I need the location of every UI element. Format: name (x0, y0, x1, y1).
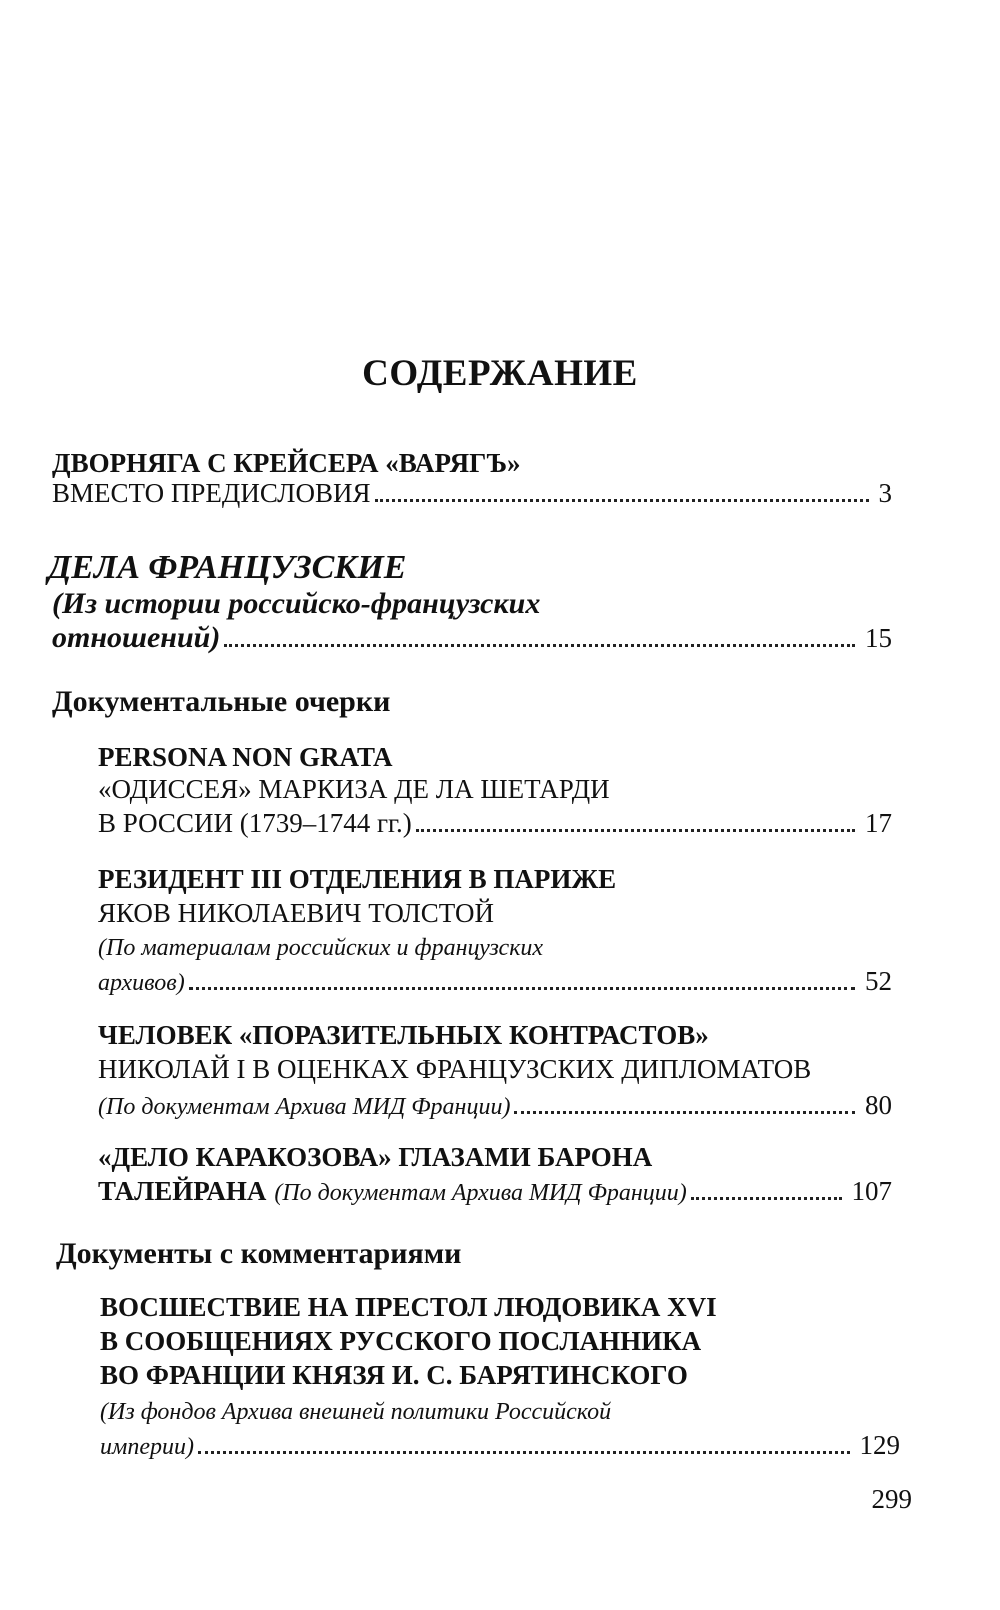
dot-leader (691, 1197, 842, 1200)
toc-entry-6-title: «ДЕЛО КАРАКОЗОВА» ГЛАЗАМИ БАРОНА (98, 1142, 653, 1172)
toc-entry-6-note: (По документам Архива МИД Франции) (274, 1180, 687, 1206)
dot-leader (514, 1111, 855, 1114)
toc-entry-2-page: 15 (865, 623, 892, 653)
toc-entry-4-note: (По материалам российских и французских (98, 935, 544, 961)
toc-entry-7-title-1: ВОСШЕСТВИЕ НА ПРЕСТОЛ ЛЮДОВИКА XVI (100, 1292, 717, 1322)
toc-entry-1-page: 3 (878, 478, 892, 508)
toc-entry-6[interactable] (98, 1174, 892, 1209)
toc-entry-5-note: (По документам Архива МИД Франции) (98, 1094, 511, 1120)
toc-entry-2-subtitle: (Из истории российско-французских (52, 587, 541, 620)
toc-entry-2-title: ДЕЛА ФРАНЦУЗСКИЕ (48, 549, 407, 586)
toc-entry-3-title: PERSONA NON GRATA (98, 742, 393, 772)
section-heading-documentary-essays: Документальные очерки (52, 685, 391, 718)
toc-entry-4-title: РЕЗИДЕНТ III ОТДЕЛЕНИЯ В ПАРИЖЕ (98, 864, 617, 894)
toc-entry-5-page: 80 (865, 1090, 892, 1120)
toc-entry-7[interactable] (100, 1428, 900, 1463)
toc-entry-4[interactable] (98, 964, 892, 999)
dot-leader (198, 1451, 850, 1454)
dot-leader (224, 644, 855, 647)
toc-entry-6-page: 107 (851, 1176, 892, 1206)
toc-entry-7-note: (Из фондов Архива внешней политики Российской (100, 1399, 612, 1425)
toc-entry-3[interactable] (98, 806, 892, 840)
page-number: 299 (871, 1484, 912, 1514)
page-title: СОДЕРЖАНИЕ (362, 353, 638, 394)
toc-entry-1-title: ДВОРНЯГА С КРЕЙСЕРА «ВАРЯГЪ» (52, 448, 521, 478)
toc-entry-1-subtitle: ВМЕСТО ПРЕДИСЛОВИЯ (52, 478, 371, 508)
dot-leader (416, 829, 855, 832)
toc-entry-7-title-2: В СООБЩЕНИЯХ РУССКОГО ПОСЛАННИКА (100, 1326, 702, 1356)
toc-entry-5-title: ЧЕЛОВЕК «ПОРАЗИТЕЛЬНЫХ КОНТРАСТОВ» (98, 1020, 709, 1050)
section-heading-documents-with-comments: Документы с комментариями (56, 1237, 462, 1270)
toc-entry-1[interactable] (52, 476, 892, 510)
toc-entry-3-subtitle: «ОДИССЕЯ» МАРКИЗА ДЕ ЛА ШЕТАРДИ (98, 774, 610, 804)
toc-entry-5[interactable] (98, 1088, 892, 1123)
toc-entry-4-page: 52 (865, 966, 892, 996)
toc-entry-6-title-end: ТАЛЕЙРАНА (98, 1176, 267, 1206)
toc-entry-3-page: 17 (865, 808, 892, 838)
toc-entry-4-note-end: архивов) (98, 970, 185, 996)
toc-entry-4-subtitle: ЯКОВ НИКОЛАЕВИЧ ТОЛСТОЙ (98, 898, 494, 928)
toc-entry-7-page: 129 (859, 1430, 900, 1460)
dot-leader (375, 499, 869, 502)
toc-entry-2[interactable] (52, 620, 892, 656)
toc-entry-7-title-3: ВО ФРАНЦИИ КНЯЗЯ И. С. БАРЯТИНСКОГО (100, 1360, 688, 1390)
toc-entry-5-subtitle: НИКОЛАЙ I В ОЦЕНКАХ ФРАНЦУЗСКИХ ДИПЛОМАТОВ (98, 1054, 812, 1084)
toc-entry-2-subtitle-end: отношений) (52, 621, 221, 654)
dot-leader (189, 987, 855, 990)
toc-entry-3-subtitle-end: В РОССИИ (1739–1744 гг.) (98, 808, 412, 838)
toc-entry-7-note-end: империи) (100, 1434, 194, 1460)
